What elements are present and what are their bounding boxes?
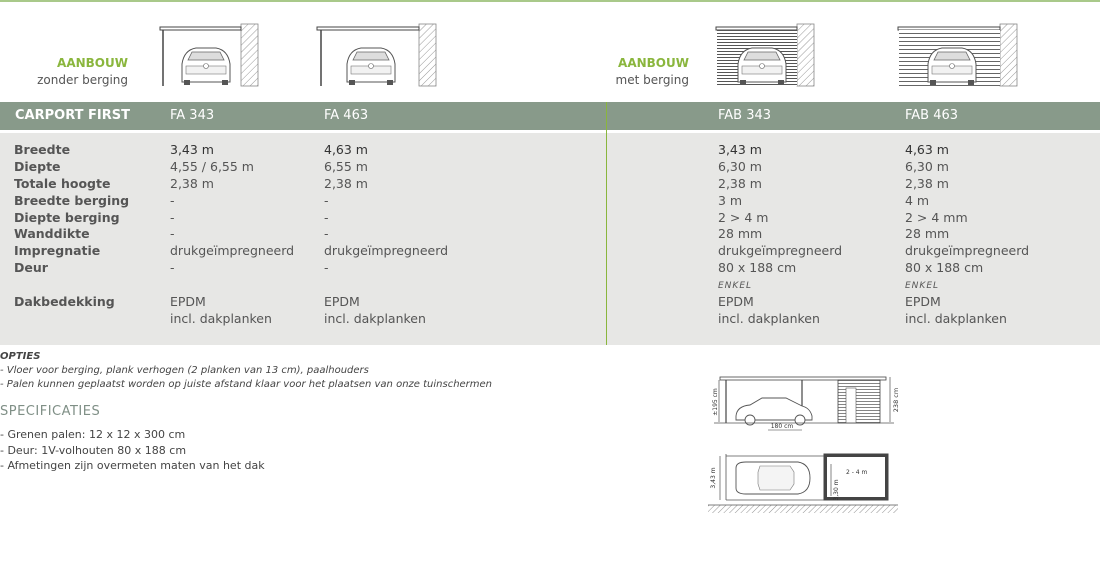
fa463-dak1: EPDM — [324, 294, 360, 309]
fa343-deur: - — [170, 260, 175, 275]
row-label-wanddikte: Wanddikte — [14, 226, 90, 241]
dim-total-label: 238 cm — [892, 387, 900, 413]
fa343-diepte-berging: - — [170, 210, 175, 225]
header-title: AANBOUW — [618, 56, 689, 70]
fab463-deur: 80 x 188 cm — [905, 260, 984, 275]
table-header-band — [0, 102, 1100, 130]
fa463-dak2: incl. dakplanken — [324, 311, 426, 326]
header-subtitle: zonder berging — [37, 73, 128, 87]
fa343-wanddikte: - — [170, 226, 175, 241]
fab463-dak1: EPDM — [905, 294, 941, 309]
column-header-fab463: FAB 463 — [905, 108, 959, 123]
fab343-dak1: EPDM — [718, 294, 754, 309]
fa343-diepte: 4,55 / 6,55 m — [170, 159, 254, 174]
row-label-dakbedekking: Dakbedekking — [14, 294, 115, 309]
fa463-breedte: 4,63 m — [324, 142, 368, 157]
fa463-breedte-berging: - — [324, 193, 329, 208]
fa463-hoogte: 2,38 m — [324, 176, 368, 191]
row-label-deur: Deur — [14, 260, 48, 275]
fab463-impregnatie: drukgeïmpregneerd — [905, 243, 1030, 258]
fa463-diepte-berging: - — [324, 210, 329, 225]
dim-berging-label: 2 - 4 m — [846, 469, 868, 476]
opties-section — [0, 350, 492, 392]
fa343-breedte: 3,43 m — [170, 142, 214, 157]
dim-width-label: 180 cm — [770, 423, 794, 430]
row-label-diepte-berging: Diepte berging — [14, 210, 120, 225]
fab463-breedte-berging: 4 m — [905, 193, 930, 208]
fab463-diepte-berging: 2 > 4 mm — [905, 210, 968, 225]
fa463-deur: - — [324, 260, 329, 275]
carport-fa463-illustration — [315, 22, 437, 88]
specificaties-item: - Afmetingen zijn overmeten maten van het dak — [0, 459, 265, 472]
fab463-deur-type: ENKEL — [905, 281, 940, 291]
column-header-fa463: FA 463 — [324, 108, 369, 123]
header-aanbouw-zonder — [30, 55, 128, 89]
row-label-totale-hoogte: Totale hoogte — [14, 176, 111, 191]
specificaties-heading: SPECIFICATIES — [0, 404, 101, 419]
opties-heading: OPTIES — [0, 351, 41, 362]
dim-side-label: 3,43 m — [710, 467, 717, 489]
header-subtitle: met berging — [615, 73, 689, 87]
specificaties-item: - Deur: 1V-volhouten 80 x 188 cm — [0, 443, 187, 457]
fab343-diepte: 6,30 m — [718, 159, 762, 174]
opties-item: - Palen kunnen geplaatst worden op juiste afstand klaar voor het plaatsen van onze tuinschermen — [0, 379, 493, 390]
carport-fab343-illustration — [714, 22, 816, 88]
carport-fab463-illustration — [896, 22, 1018, 88]
opties-item: - Vloer voor berging, plank verhogen (2 planken van 13 cm), paalhouders — [0, 365, 369, 376]
header-aanbouw-met — [590, 55, 689, 89]
top-view-drawing — [708, 454, 898, 513]
row-label-impregnatie: Impregnatie — [14, 243, 101, 258]
fab463-breedte: 4,63 m — [905, 142, 949, 157]
fab343-diepte-berging: 2 > 4 m — [718, 210, 769, 225]
row-label-diepte: Diepte — [14, 159, 61, 174]
fab343-deur-type: ENKEL — [718, 281, 753, 291]
fab343-wanddikte: 28 mm — [718, 226, 763, 241]
row-label-breedte: Breedte — [14, 142, 71, 157]
top-divider — [0, 0, 1100, 2]
table-title: CARPORT FIRST — [15, 108, 130, 123]
fab343-hoogte: 2,38 m — [718, 176, 762, 191]
fa343-breedte-berging: - — [170, 193, 175, 208]
fab343-deur: 80 x 188 cm — [718, 260, 797, 275]
row-label-breedte-berging: Breedte berging — [14, 193, 130, 208]
column-group-separator — [606, 102, 607, 345]
fab463-dak2: incl. dakplanken — [905, 311, 1007, 326]
fab463-hoogte: 2,38 m — [905, 176, 949, 191]
specificaties-list — [0, 427, 265, 474]
fab343-breedte: 3,43 m — [718, 142, 762, 157]
column-header-fa343: FA 343 — [170, 108, 215, 123]
fa463-diepte: 6,55 m — [324, 159, 368, 174]
header-title: AANBOUW — [57, 56, 128, 70]
fab463-wanddikte: 28 mm — [905, 226, 950, 241]
fa343-impregnatie: drukgeïmpregneerd — [170, 243, 295, 258]
dim-height-label: ±195 cm — [712, 388, 719, 416]
fab463-diepte: 6,30 m — [905, 159, 949, 174]
carport-fa343-illustration — [158, 22, 260, 88]
fa463-wanddikte: - — [324, 226, 329, 241]
fa343-hoogte: 2,38 m — [170, 176, 214, 191]
dim-berging-w-label: 3,30 m — [833, 479, 840, 501]
fa463-impregnatie: drukgeïmpregneerd — [324, 243, 449, 258]
technical-drawing — [706, 372, 902, 518]
fa343-dak2: incl. dakplanken — [170, 311, 272, 326]
fab343-impregnatie: drukgeïmpregneerd — [718, 243, 843, 258]
fa343-dak1: EPDM — [170, 294, 206, 309]
fab343-breedte-berging: 3 m — [718, 193, 743, 208]
specificaties-item: - Grenen palen: 12 x 12 x 300 cm — [0, 428, 186, 441]
side-view-drawing — [712, 377, 900, 430]
column-header-fab343: FAB 343 — [718, 108, 772, 123]
fab343-dak2: incl. dakplanken — [718, 311, 820, 326]
